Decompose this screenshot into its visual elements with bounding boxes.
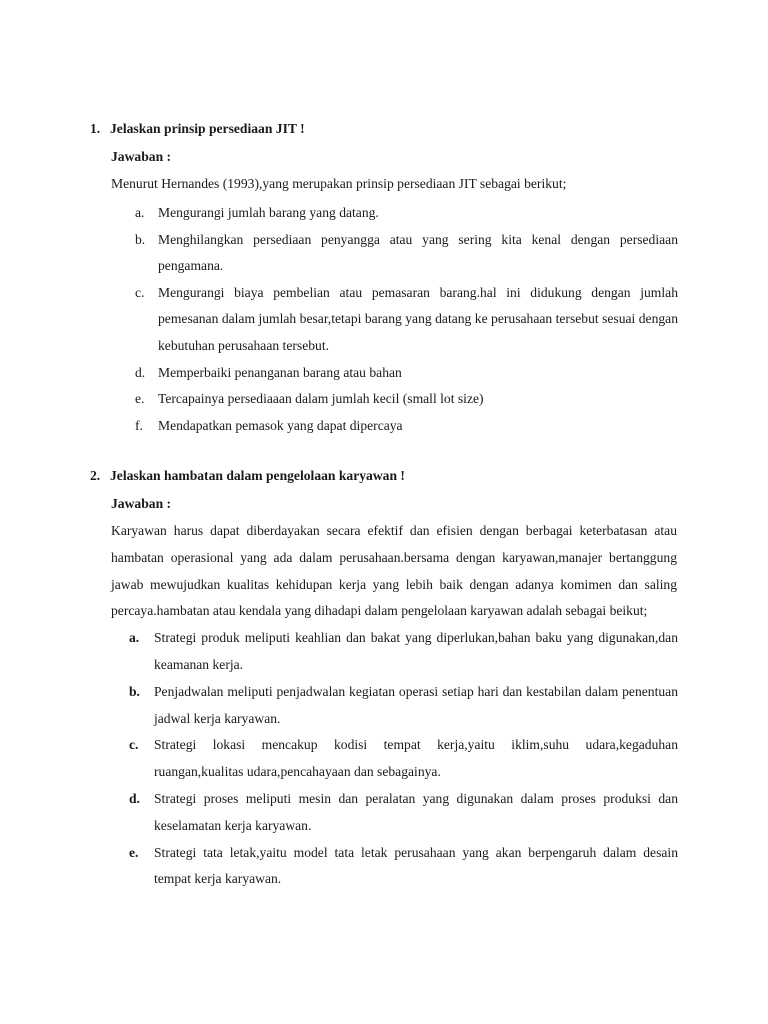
- list-item-marker: d.: [135, 364, 146, 380]
- list-item-marker: c.: [129, 737, 139, 753]
- question-2-number: 2.: [90, 468, 101, 483]
- question-1-answer-label: Jawaban :: [111, 149, 172, 164]
- list-item-text: Tercapainya persediaaan dalam jumlah kecil (small lot size): [158, 391, 484, 407]
- list-item-text: Menghilangkan persediaan penyangga atau yang sering kita kenal dengan persediaan pengamana.: [158, 231, 678, 274]
- list-item-marker: e.: [129, 844, 139, 860]
- list-item: [129, 786, 678, 840]
- list-item: [129, 625, 678, 679]
- list-item: [135, 280, 678, 360]
- list-item: [135, 227, 678, 280]
- list-item-text: Mengurangi biaya pembelian atau pemasaran barang.hal ini didukung dengan jumlah pemesanan dalam jumlah besar,tetapi barang yang datang ke perusahaan tersebut sesuai dengan kebutuhan perusahaan tersebut.: [158, 284, 678, 353]
- list-item: [135, 200, 678, 227]
- list-item-text: Strategi produk meliputi keahlian dan bakat yang diperlukan,bahan baku yang digunakan,dan keamanan kerja.: [154, 630, 678, 672]
- question-2-list: [129, 625, 678, 893]
- question-2: [90, 466, 690, 893]
- question-1-heading: [90, 119, 690, 139]
- list-item: [129, 840, 678, 894]
- list-item-text: Penjadwalan meliputi penjadwalan kegiatan operasi setiap hari dan kestabilan dalam penentuan jadwal kerja karyawan.: [154, 683, 678, 726]
- list-item-text: Strategi tata letak,yaitu model tata letak perusahaan yang akan berpengaruh dalam desain tempat kerja karyawan.: [154, 844, 678, 887]
- list-item-text: Memperbaiki penanganan barang atau bahan: [158, 364, 402, 380]
- list-item-text: Strategi lokasi mencakup kodisi tempat kerja,yaitu iklim,suhu udara,kegaduhan ruangan,kualitas udara,pencahayaan dan sebagainya.: [154, 737, 678, 780]
- list-item-marker: f.: [135, 417, 143, 433]
- list-item-marker: a.: [129, 630, 140, 646]
- list-item-marker: b.: [135, 231, 146, 247]
- question-2-intro: Karyawan harus dapat diberdayakan secara efektif dan efisien dengan berbagai keterbatasan atau hambatan operasional yang ada dalam perusahaan.bersama dengan karyawan,manajer bertanggung jawab mewujudkan kualitas kehidupan kerja yang lebih baik dengan adanya komimen dan saling percaya.hambatan atau kendala yang dihadapi dalam pengelolaan karyawan adalah sebagai beikut;: [111, 523, 677, 619]
- list-item-text: Mendapatkan pemasok yang dapat dipercaya: [158, 417, 403, 433]
- list-item-marker: c.: [135, 284, 145, 300]
- list-item-text: Mengurangi jumlah barang yang datang.: [158, 205, 379, 220]
- list-item: [135, 386, 678, 413]
- question-1-list: [135, 200, 678, 439]
- list-item: [135, 413, 678, 440]
- question-1-number: 1.: [90, 121, 101, 136]
- question-1: [90, 119, 690, 439]
- list-item: [135, 360, 678, 387]
- question-2-heading: [90, 466, 690, 486]
- list-item: [129, 679, 678, 733]
- question-1-intro: Menurut Hernandes (1993),yang merupakan prinsip persediaan JIT sebagai berikut;: [111, 176, 567, 191]
- list-item: [129, 732, 678, 786]
- list-item-marker: d.: [129, 790, 140, 806]
- question-2-answer-label: Jawaban :: [111, 496, 172, 511]
- list-item-marker: e.: [135, 391, 145, 407]
- list-item-marker: b.: [129, 683, 140, 699]
- list-item-marker: a.: [135, 205, 145, 220]
- question-1-text: Jelaskan prinsip persediaan JIT !: [110, 121, 305, 136]
- list-item-text: Strategi proses meliputi mesin dan peralatan yang digunakan dalam proses produksi dan keselamatan kerja karyawan.: [154, 790, 678, 833]
- question-2-text: Jelaskan hambatan dalam pengelolaan karyawan !: [110, 468, 405, 483]
